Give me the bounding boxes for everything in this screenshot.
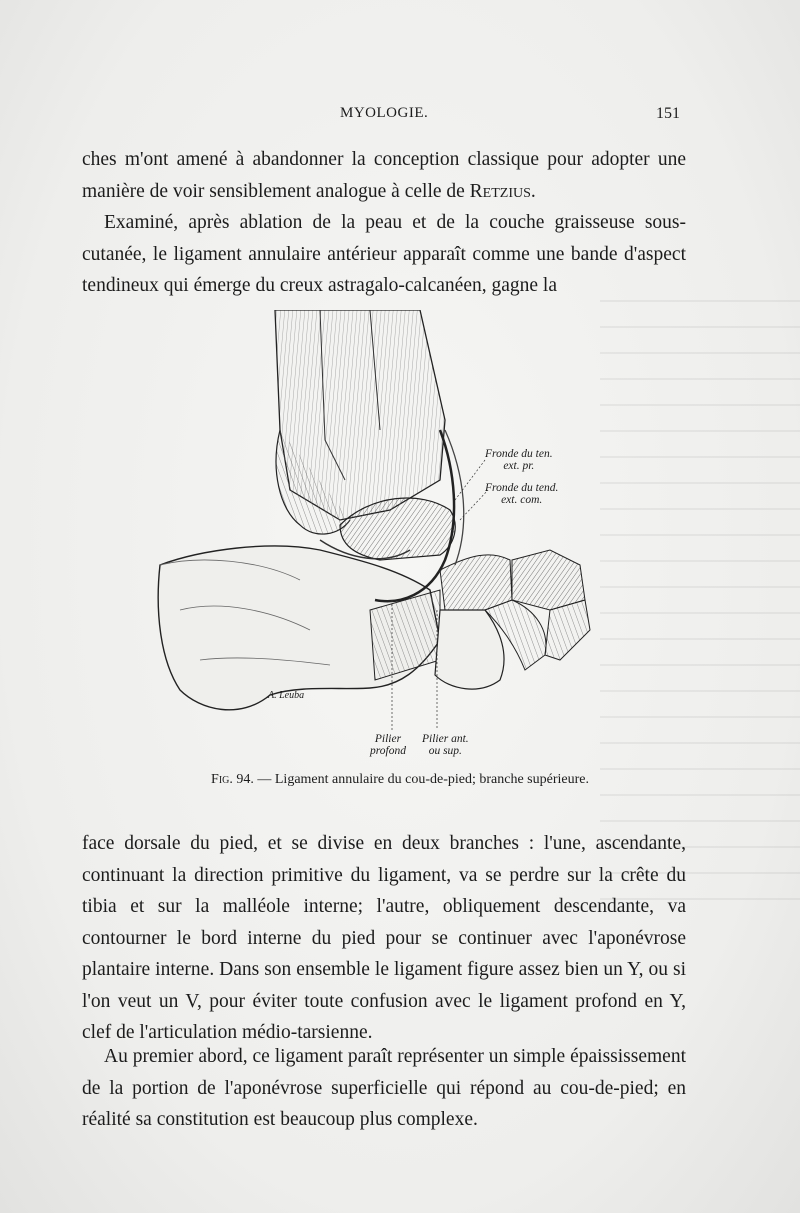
label-line: Fronde du tend. [485, 482, 559, 494]
label-line: Pilier [374, 733, 402, 745]
label-line: profond [370, 745, 406, 757]
caption-text: — Ligament annulaire du cou-de-pied; branche supérieure. [253, 772, 589, 787]
label-pilier-profond [370, 733, 406, 757]
label-fronde-ext-com [485, 482, 558, 506]
label-line: ext. pr. [503, 460, 535, 472]
paragraph-face-dorsale: face dorsale du pied, et se divise en deux branches : l'une, ascendante, continuant la direction primitive du ligament, va se perdre sur la crête du tibia et sur la malléole interne; l'autre, obliquement descendante, va contourner le bord interne du pied pour se continuer avec l'aponévrose plantaire interne. Dans son ensemble le ligament figure assez bien un Y, ou si l'on veut un V, pour éviter toute confusion avec le ligament profond en Y, clef de l'articulation médio-tarsienne. [82, 833, 686, 1043]
running-head: MYOLOGIE. [340, 105, 429, 121]
bleed-through-text [600, 300, 800, 900]
ankle-illustration [140, 310, 600, 760]
paragraph-continued: ches m'ont amené à abandonner la conception classique pour adopter une manière de voir sensiblement analogue à celle de Retzius. [82, 149, 686, 202]
label-pilier-ant [422, 733, 469, 757]
page-header [0, 105, 800, 129]
illustrator-signature: A. Leuba [268, 690, 305, 701]
label-line: ext. com. [501, 494, 543, 506]
label-line: Pilier ant. [422, 733, 469, 745]
label-line: ou sup. [428, 745, 462, 757]
paragraph-premier-abord: Au premier abord, ce ligament paraît représenter un simple épaississement de la portion de l'aponévrose superficielle qui répond au cou-de-pied; en réalité sa constitution est beaucoup plus complexe. [82, 1046, 686, 1130]
paragraph-examine: Examiné, après ablation de la peau et de la couche graisseuse sous-cutanée, le ligament annulaire antérieur apparaît comme une bande d'aspect tendineux qui émerge du creux astragalo-calcanéen, gagne la [82, 212, 686, 296]
anatomical-figure [140, 310, 600, 760]
figure-number: Fig. 94. [211, 772, 254, 787]
label-line: Fronde du ten. [485, 448, 553, 460]
author-name: Retzius [469, 180, 531, 202]
figure-caption [0, 772, 800, 788]
page-number: 151 [656, 105, 680, 122]
label-fronde-ext-pr [485, 448, 553, 472]
paragraph-text: ches m'ont amené à abandonner la conception classique pour adopter une manière de voir sensiblement analogue à celle de [82, 149, 686, 202]
